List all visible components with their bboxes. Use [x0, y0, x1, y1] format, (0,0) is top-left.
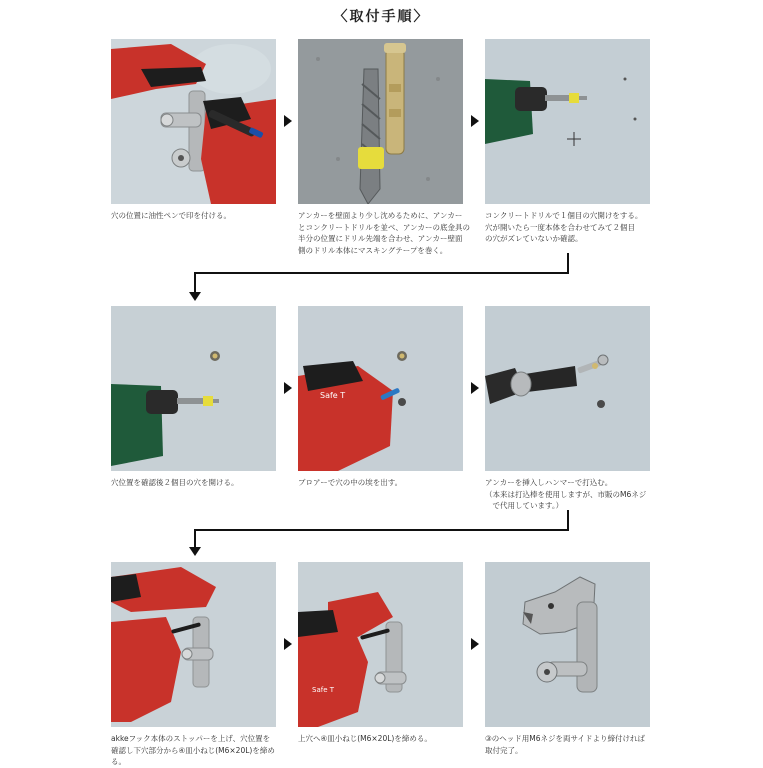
connector-line: [567, 510, 569, 530]
step-4-photo: [111, 306, 276, 471]
step-7-photo: [111, 562, 276, 727]
step-3-photo: [485, 39, 650, 204]
connector-line: [194, 529, 569, 531]
arrow-right-icon: [471, 638, 479, 650]
step-4-caption: 穴位置を確認後２個目の穴を開ける。: [111, 478, 239, 487]
step-9-caption: ③のヘッド用M6ネジを両サイドより締付ければ 取付完了。: [485, 734, 645, 755]
step-2-photo: [298, 39, 463, 204]
step-8-photo: [298, 562, 463, 727]
step-1-illustration: [111, 39, 276, 204]
step-6-caption: アンカーを挿入しハンマーで打込む。 （本来は打込棒を使用しますが、市販のM6ネジ で代用しています。）: [485, 478, 647, 510]
arrow-right-icon: [471, 115, 479, 127]
step-8-illustration: [298, 562, 463, 727]
connector-line: [194, 272, 196, 292]
arrow-right-icon: [284, 638, 292, 650]
glove-brand-text: Safe T: [312, 686, 335, 694]
step-5-caption: ブロアーで穴の中の埃を出す。: [298, 478, 403, 487]
step-2-caption: アンカーを壁面より少し沈めるために、アンカー とコンクリートドリルを並べ、アンカーの底金具の 半分の位置にドリル先端を合わせ、アンカー壁面 側のドリル本体にマスキングテープを巻く。: [298, 211, 471, 255]
step-7-caption: akkeフック本体のストッパーを上げ、穴位置を 確認し下穴部分から④皿小ねじ(M6×20L)を締める。: [111, 734, 275, 766]
step-6-illustration: [485, 306, 650, 471]
page-title: 〈取付手順〉: [333, 9, 430, 25]
step-9-photo: [485, 562, 650, 727]
step-1-photo: [111, 39, 276, 204]
step-6-photo: [485, 306, 650, 471]
step-5-photo: [298, 306, 463, 471]
step-1-caption: 穴の位置に油性ペンで印を付ける。: [111, 211, 231, 220]
step-2-illustration: [298, 39, 463, 204]
connector-line: [194, 272, 569, 274]
step-7-illustration: [111, 562, 276, 727]
glove-brand-text: Safe T: [320, 391, 346, 400]
arrow-right-icon: [471, 382, 479, 394]
step-5-illustration: [298, 306, 463, 471]
step-9-illustration: [485, 562, 650, 727]
arrow-right-icon: [284, 382, 292, 394]
arrow-right-icon: [284, 115, 292, 127]
step-3-caption: コンクリートドリルで１個目の穴開けをする。 穴が開いたら一度本体を合わせてみて２個目 の穴がズレていないか確認。: [485, 211, 643, 243]
step-8-caption: 上穴へ④皿小ねじ(M6×20L)を締める。: [298, 734, 432, 743]
step-3-illustration: [485, 39, 650, 204]
arrow-down-icon: [189, 547, 201, 556]
step-4-illustration: [111, 306, 276, 471]
connector-line: [567, 253, 569, 273]
connector-line: [194, 529, 196, 547]
arrow-down-icon: [189, 292, 201, 301]
